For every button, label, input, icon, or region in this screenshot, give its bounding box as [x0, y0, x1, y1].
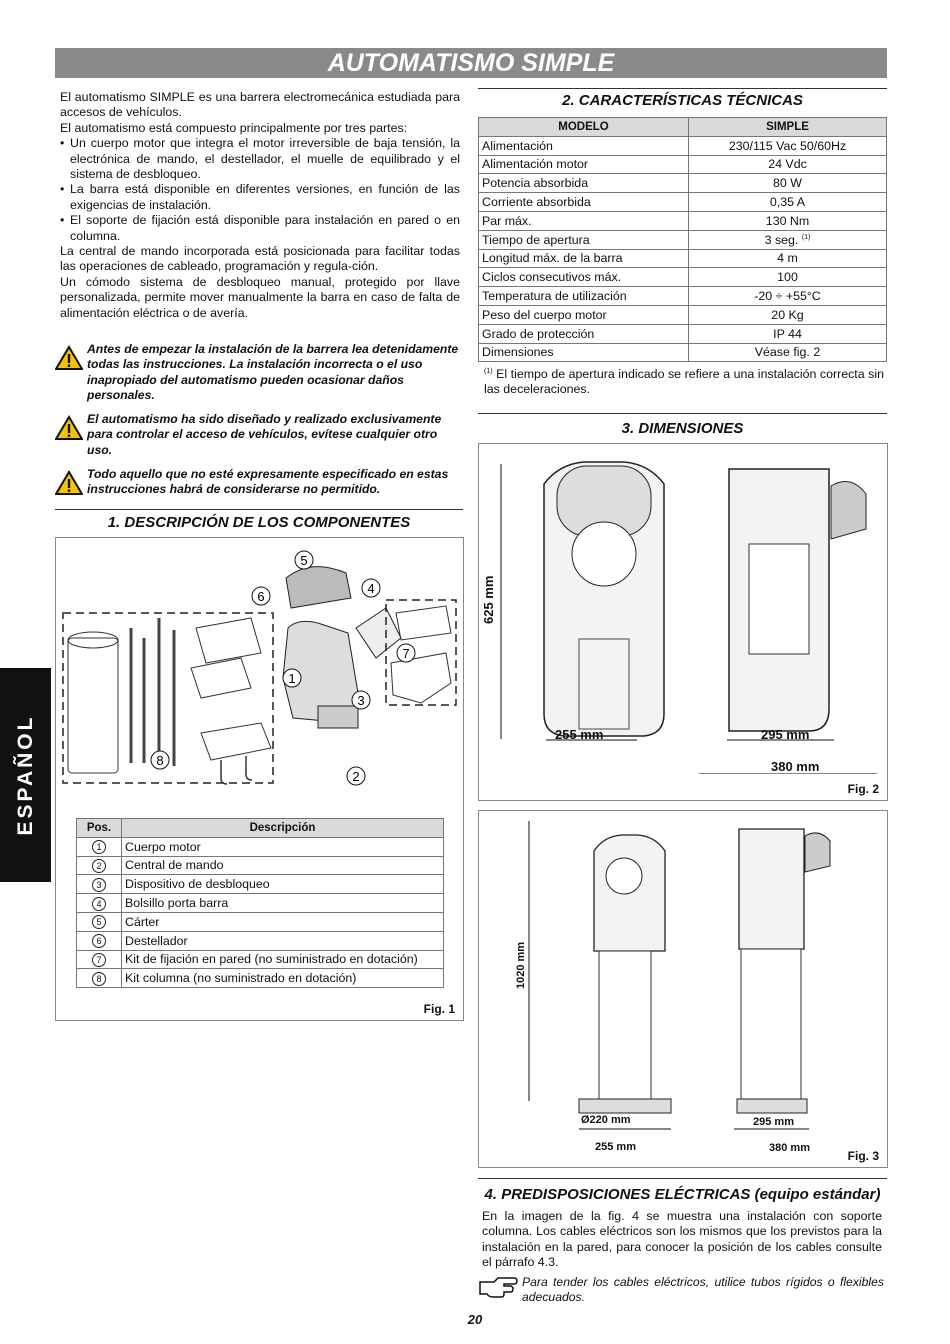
figure-label: Fig. 1 — [423, 1002, 455, 1016]
callout-label: 6 — [257, 589, 265, 604]
width-dimension: 380 mm — [769, 1142, 810, 1154]
intro-paragraph: Un cómodo sistema de desbloqueo manual, protegido por llave personalizada, permite mover manualmente la barra en caso de falta de alimentación eléctrica o de avería. — [60, 274, 460, 320]
table-row: Grado de protección IP 44 — [479, 324, 887, 343]
table-row: Par máx. 130 Nm — [479, 211, 887, 230]
section-4-note: Para tender los cables eléctricos, utilice tubos rígidos o flexibles adecuados. — [522, 1275, 884, 1305]
callout-label: 8 — [156, 753, 164, 768]
warning-icon — [55, 345, 83, 371]
column-header: Descripción — [122, 819, 444, 838]
section-title: 1. DESCRIPCIÓN DE LOS COMPONENTES — [107, 514, 411, 531]
table-row: 3 Dispositivo de desbloqueo — [77, 875, 444, 894]
dimensions-drawing — [479, 444, 887, 774]
table-row: 1 Cuerpo motor — [77, 837, 444, 856]
callout-label: 5 — [300, 553, 308, 568]
diameter-dimension: Ø220 mm — [581, 1114, 631, 1126]
section-title: 3. DIMENSIONES — [621, 420, 744, 437]
table-row: Alimentación 230/115 Vac 50/60Hz — [479, 136, 887, 155]
width-dimension: 295 mm — [761, 727, 810, 742]
section-divider — [478, 413, 887, 414]
section-4-text: En la imagen de la fig. 4 se muestra una instalación con soporte columna. Los cables eléctricos son los mismos que los previstos para la instalación en la pared, para conocer la posición de los cables consulte el párrafo 4.3. — [482, 1209, 882, 1270]
figure-3 — [478, 810, 888, 1168]
footnote-ref: (1) — [801, 233, 811, 241]
column-header: SIMPLE — [689, 118, 887, 137]
table-row: Longitud máx. de la barra 4 m — [479, 249, 887, 268]
callout-label: 2 — [352, 769, 360, 784]
intro-text — [60, 90, 460, 321]
figure-1 — [55, 537, 464, 1021]
figure-label: Fig. 3 — [847, 1149, 879, 1163]
table-row: Potencia absorbida 80 W — [479, 174, 887, 193]
list-item: • El soporte de fijación está disponible para instalación en pared o en columna. — [60, 213, 460, 244]
footnote: $^{(1)}$ El tiempo de apertura indicado se refiere a una instalación correcta sin las deceleraciones. — [484, 367, 884, 397]
intro-paragraph: La central de mando incorporada está posicionada para facilitar todas las operaciones de cableado, programación y regula-ción. — [60, 244, 460, 274]
table-row: 7 Kit de fijación en pared (no suministrado en dotación) — [77, 950, 444, 969]
language-tab — [0, 668, 51, 882]
warning-text: Todo aquello que no esté expresamente especificado en estas instrucciones habrá de considerarse no permitido. — [87, 467, 449, 497]
list-item: • La barra está disponible en diferentes versiones, en función de las exigencias de instalación. — [60, 182, 460, 213]
callout-label: 4 — [367, 581, 375, 596]
height-dimension: 625 mm — [481, 575, 496, 624]
warning-icon — [55, 415, 83, 441]
section-title: 4. PREDISPOSICIONES ELÉCTRICAS (equipo estándar) — [484, 1186, 881, 1203]
page-number: 20 — [467, 1312, 483, 1327]
intro-paragraph: El automatismo está compuesto principalmente por tres partes: — [60, 120, 408, 135]
height-dimension: 1020 mm — [515, 941, 527, 989]
table-row: Temperatura de utilización -20 ÷ +55°C — [479, 287, 887, 306]
table-row: Peso del cuerpo motor 20 Kg — [479, 305, 887, 324]
warning-text: El automatismo ha sido diseñado y realizado exclusivamente para controlar el acceso de vehículos, evítese cualquier otro uso. — [87, 412, 442, 457]
language-tab-label: ESPAÑOL — [13, 714, 37, 836]
table-row: Tiempo de apertura 3 seg. $^{(1)}$ — [479, 230, 887, 249]
width-dimension: 380 mm — [771, 759, 820, 774]
table-row: 6 Destellador — [77, 931, 444, 950]
table-row: 8 Kit columna (no suministrado en dotación) — [77, 969, 444, 988]
callout-label: 1 — [288, 671, 296, 686]
table-row: Alimentación motor 24 Vdc — [479, 155, 887, 174]
table-row: 5 Cárter — [77, 912, 444, 931]
pointing-hand-icon — [478, 1276, 518, 1298]
table-row: 4 Bolsillo porta barra — [77, 894, 444, 913]
table-row: Ciclos consecutivos máx. 100 — [479, 268, 887, 287]
column-header: Pos. — [77, 819, 122, 838]
components-table — [76, 818, 444, 988]
table-row: Dimensiones Véase fig. 2 — [479, 343, 887, 362]
table-row: 2 Central de mando — [77, 856, 444, 875]
figure-label: Fig. 2 — [847, 782, 879, 796]
section-divider — [478, 88, 887, 89]
intro-paragraph: El automatismo SIMPLE es una barrera electromecánica estudiada para accesos de vehículos. — [60, 90, 460, 120]
callout-label: 7 — [402, 646, 410, 661]
section-title: 2. CARACTERÍSTICAS TÉCNICAS — [562, 92, 803, 109]
dimensions-column-drawing — [479, 811, 887, 1151]
width-dimension: 255 mm — [595, 1141, 636, 1153]
width-dimension: 295 mm — [753, 1116, 794, 1128]
list-item: • Un cuerpo motor que integra el motor irreversible de baja tensión, la electrónica de mando, el destellador, el muelle de equilibrado y el sistema de desbloqueo. — [60, 136, 460, 182]
section-divider — [478, 1178, 887, 1179]
callout-label: 3 — [357, 693, 365, 708]
figure-2 — [478, 443, 888, 801]
specs-table — [478, 117, 887, 362]
section-divider — [55, 509, 463, 510]
table-row: Corriente absorbida 0,35 A — [479, 193, 887, 212]
components-illustration — [56, 538, 463, 798]
warning-icon — [55, 470, 83, 496]
page-title: AUTOMATISMO SIMPLE — [55, 48, 887, 78]
column-header: MODELO — [479, 118, 689, 137]
width-dimension: 255 mm — [555, 727, 604, 742]
warning-text: Antes de empezar la instalación de la barrera lea detenidamente todas las instrucciones. La instalación incorrecta o el uso inapropiado del automatismo pueden ocasionar daños personales. — [87, 342, 459, 403]
intro-bullets — [60, 136, 460, 244]
